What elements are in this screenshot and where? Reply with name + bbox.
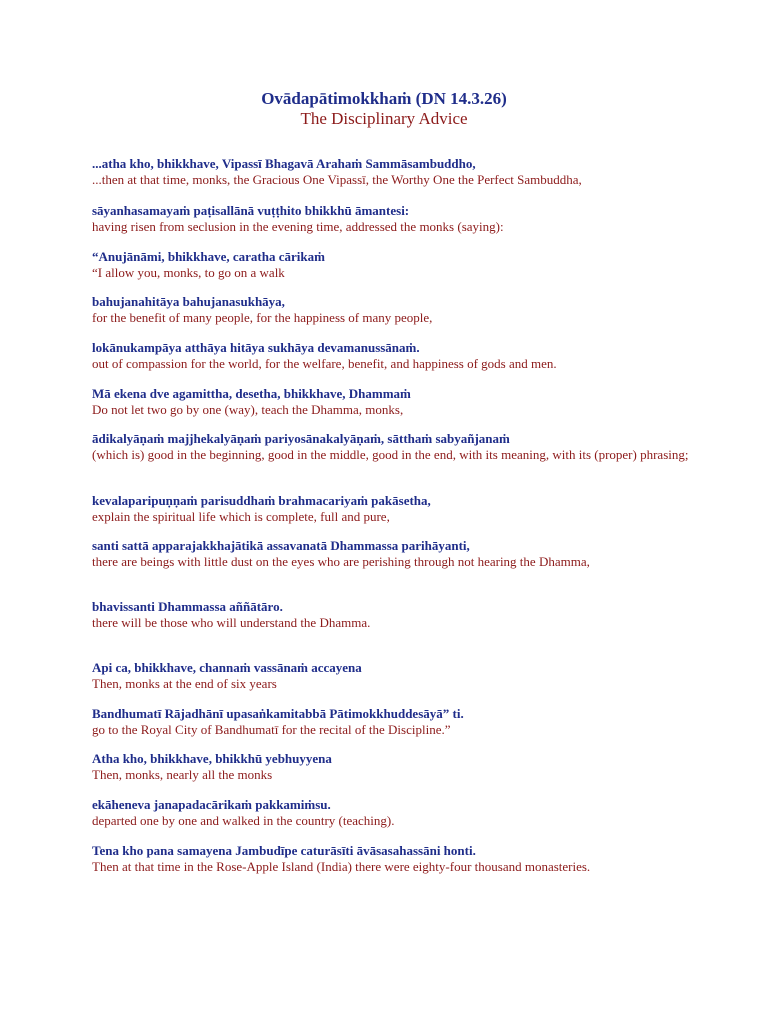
english-line: Then at that time in the Rose-Apple Island (India) there were eighty-four thousand monasteries. [92, 859, 591, 874]
english-line: “I allow you, monks, to go on a walk [92, 265, 285, 280]
verse-11 [92, 660, 692, 692]
english-line: go to the Royal City of Bandhumatī for the recital of the Discipline.” [92, 722, 451, 737]
pali-line: lokānukampāya atthāya hitāya sukhāya devamanussānaṁ. [92, 340, 420, 355]
verse-10 [92, 599, 692, 631]
verse-12 [92, 706, 692, 738]
pali-line: Tena kho pana samayena Jambudīpe caturāsīti āvāsasahassāni honti. [92, 843, 476, 858]
english-line: ...then at that time, monks, the Gracious One Vipassī, the Worthy One the Perfect Sambuddha, [92, 172, 582, 187]
title-block [0, 89, 768, 129]
english-line: (which is) good in the beginning, good in the middle, good in the end, with its meaning, with its (proper) phrasing; [92, 447, 689, 462]
english-line: Then, monks at the end of six years [92, 676, 277, 691]
pali-line: Bandhumatī Rājadhānī upasaṅkamitabbā Pātimokkhuddesāyā” ti. [92, 706, 464, 721]
pali-line: ādikalyāṇaṁ majjhekalyāṇaṁ pariyosānakalyāṇaṁ, sātthaṁ sabyañjanaṁ [92, 431, 510, 446]
verse-3 [92, 249, 692, 281]
verse-8 [92, 493, 692, 525]
pali-line: ekāheneva janapadacārikaṁ pakkamiṁsu. [92, 797, 331, 812]
pali-line: bahujanahitāya bahujanasukhāya, [92, 294, 285, 309]
pali-line: santi sattā apparajakkhajātikā assavanatā Dhammassa parihāyanti, [92, 538, 470, 553]
pali-line: sāyanhasamayaṁ paṭisallānā vuṭṭhito bhikkhū āmantesi: [92, 203, 410, 218]
pali-line: “Anujānāmi, bhikkhave, caratha cārikaṁ [92, 249, 325, 264]
verse-7 [92, 431, 692, 463]
page-title: Ovādapātimokkhaṁ (DN 14.3.26) [261, 89, 507, 108]
pali-line: Mā ekena dve agamittha, desetha, bhikkhave, Dhammaṁ [92, 386, 411, 401]
verse-15 [92, 843, 692, 875]
pali-line: ...atha kho, bhikkhave, Vipassī Bhagavā Arahaṁ Sammāsambuddho, [92, 156, 476, 171]
verse-6 [92, 386, 692, 418]
english-line: there are beings with little dust on the eyes who are perishing through not hearing the Dhamma, [92, 554, 590, 569]
verse-1 [92, 156, 692, 188]
verse-2 [92, 203, 692, 235]
verse-13 [92, 751, 692, 783]
verse-9 [92, 538, 692, 570]
english-line: having risen from seclusion in the evening time, addressed the monks (saying): [92, 219, 504, 234]
pali-line: Api ca, bhikkhave, channaṁ vassānaṁ accayena [92, 660, 362, 675]
english-line: explain the spiritual life which is complete, full and pure, [92, 509, 390, 524]
verse-14 [92, 797, 692, 829]
english-line: out of compassion for the world, for the welfare, benefit, and happiness of gods and men. [92, 356, 557, 371]
verse-4 [92, 294, 692, 326]
english-line: Then, monks, nearly all the monks [92, 767, 273, 782]
pali-line: bhavissanti Dhammassa aññātāro. [92, 599, 283, 614]
english-line: departed one by one and walked in the country (teaching). [92, 813, 395, 828]
verse-5 [92, 340, 692, 372]
english-line: for the benefit of many people, for the happiness of many people, [92, 310, 433, 325]
pali-line: kevalaparipuṇṇaṁ parisuddhaṁ brahmacariyaṁ pakāsetha, [92, 493, 431, 508]
english-line: Do not let two go by one (way), teach the Dhamma, monks, [92, 402, 404, 417]
page-subtitle: The Disciplinary Advice [300, 109, 468, 128]
pali-line: Atha kho, bhikkhave, bhikkhū yebhuyyena [92, 751, 332, 766]
english-line: there will be those who will understand the Dhamma. [92, 615, 371, 630]
